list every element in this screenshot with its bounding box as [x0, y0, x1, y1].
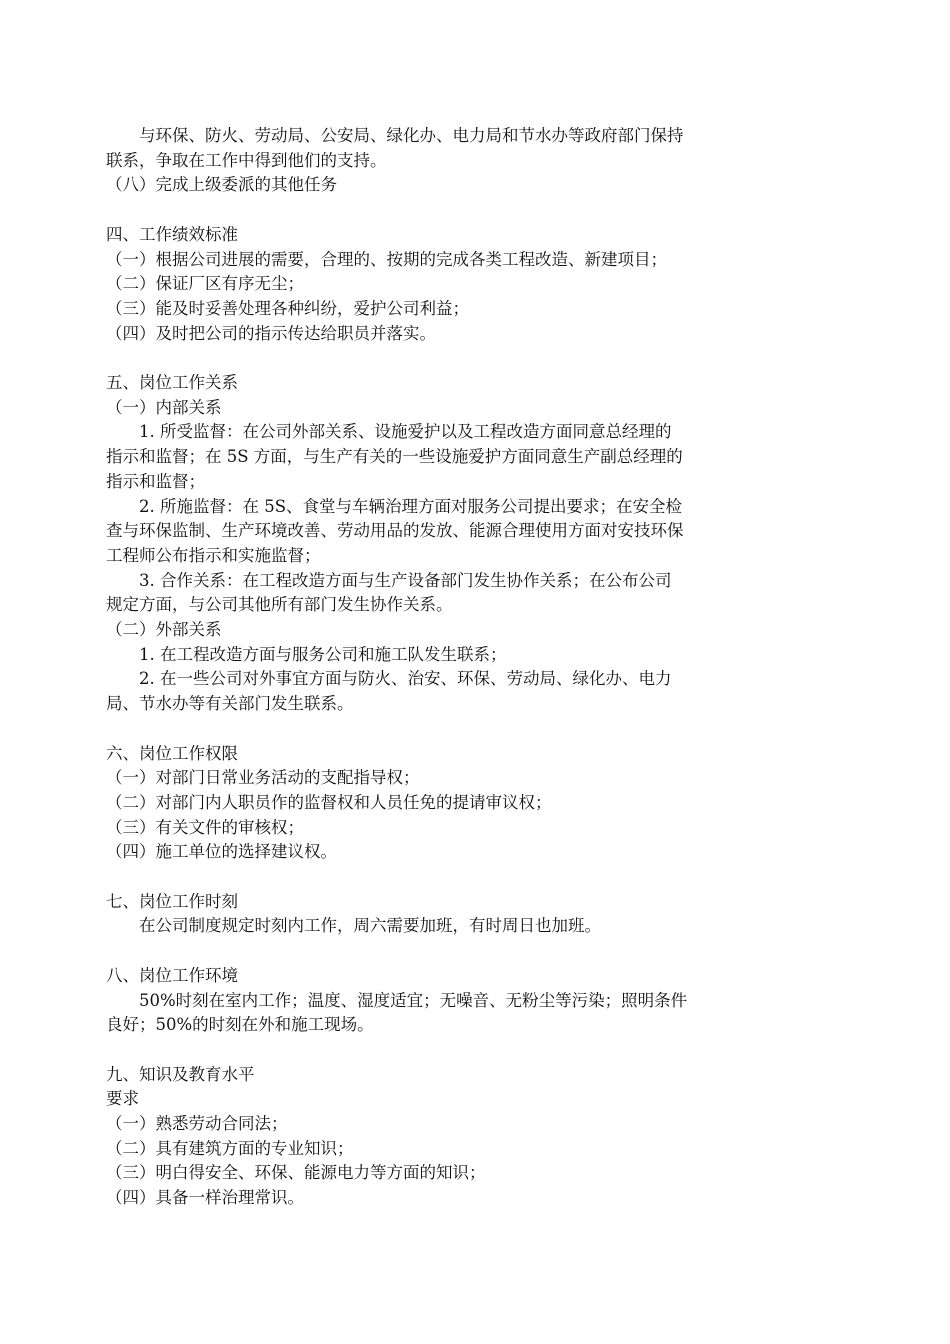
paragraph-spacer [106, 865, 781, 890]
text-line: （一）根据公司进展的需要，合理的、按期的完成各类工程改造、新建项目； [106, 249, 667, 269]
text-line: 指示和监督； [106, 471, 205, 491]
text-paragraph [106, 840, 781, 865]
text-line: 良好；50%的时刻在外和施工现场。 [106, 1015, 374, 1035]
text-line: 50%时刻在室内工作；温度、湿度适宜；无噪音、无粉尘等污染；照明条件 [139, 990, 688, 1010]
text-paragraph [106, 989, 781, 1038]
text-line: （四）及时把公司的指示传达给职员并落实。 [106, 323, 436, 343]
text-line: 在公司制度规定时刻内工作，周六需要加班，有时周日也加班。 [139, 916, 601, 936]
text-line: （二）对部门内人职员作的监督权和人员任免的提请审议权； [106, 792, 552, 812]
text-paragraph [106, 1137, 781, 1162]
text-line: 3. 合作关系：在工程改造方面与生产设备部门发生协作关系；在公布公司 [139, 570, 672, 590]
text-line: （一）内部关系 [106, 397, 222, 417]
text-line: 规定方面，与公司其他所有部门发生协作关系。 [106, 595, 453, 615]
text-line: 2. 在一些公司对外事宜方面与防火、治安、环保、劳动局、绿化办、电力 [139, 669, 672, 689]
text-line: 七、岗位工作时刻 [106, 891, 238, 911]
text-paragraph [106, 742, 781, 767]
text-paragraph [106, 667, 781, 716]
text-line: 局、节水办等有关部门发生联系。 [106, 694, 354, 714]
text-paragraph [106, 1186, 781, 1211]
text-line: 指示和监督；在 5S 方面，与生产有关的一些设施爱护方面同意生产副总经理的 [106, 447, 683, 467]
text-paragraph [106, 816, 781, 841]
text-paragraph [106, 1161, 781, 1186]
text-line: （三）明白得安全、环保、能源电力等方面的知识； [106, 1163, 486, 1183]
text-paragraph [106, 569, 781, 618]
text-line: 九、知识及教育水平 [106, 1064, 255, 1084]
text-paragraph [106, 124, 781, 173]
text-line: 与环保、防火、劳动局、公安局、绿化办、电力局和节水办等政府部门保持 [139, 126, 684, 145]
text-line: （四）施工单位的选择建议权。 [106, 842, 337, 862]
text-line: （三）有关文件的审核权； [106, 817, 304, 837]
text-paragraph [106, 272, 781, 297]
text-paragraph [106, 248, 781, 273]
text-paragraph [106, 766, 781, 791]
text-paragraph [106, 223, 781, 248]
text-paragraph [106, 1063, 781, 1088]
text-line: （二）具有建筑方面的专业知识； [106, 1138, 354, 1158]
text-paragraph [106, 791, 781, 816]
paragraph-spacer [106, 346, 781, 371]
text-line: 六、岗位工作权限 [106, 743, 238, 763]
text-line: （三）能及时妥善处理各种纠纷，爱护公司利益； [106, 298, 469, 318]
text-paragraph [106, 1087, 781, 1112]
paragraph-spacer [106, 1038, 781, 1063]
text-paragraph [106, 890, 781, 915]
text-paragraph [106, 297, 781, 322]
text-line: （八）完成上级委派的其他任务 [106, 175, 337, 195]
paragraph-spacer [106, 717, 781, 742]
text-line: 1. 所受监督：在公司外部关系、设施爱护以及工程改造方面同意总经理的 [139, 422, 672, 442]
text-paragraph [106, 914, 781, 939]
text-line: 五、岗位工作关系 [106, 373, 238, 392]
text-paragraph [106, 371, 781, 396]
text-line: （一）对部门日常业务活动的支配指导权； [106, 768, 420, 788]
text-paragraph [106, 322, 781, 347]
text-line: （一）熟悉劳动合同法； [106, 1114, 288, 1134]
text-paragraph [106, 420, 781, 494]
text-line: （二）保证厂区有序无尘； [106, 274, 304, 294]
text-paragraph [106, 173, 781, 198]
text-paragraph [106, 964, 781, 989]
text-line: （二）外部关系 [106, 620, 222, 640]
paragraph-spacer [106, 939, 781, 964]
text-line: 八、岗位工作环境 [106, 965, 238, 985]
text-line: 要求 [106, 1089, 139, 1109]
document-page [106, 124, 781, 1211]
text-line: 查与环保监制、生产环境改善、劳动用品的发放、能源合理使用方面对安技环保 [106, 521, 684, 541]
text-line: （四）具备一样治理常识。 [106, 1188, 304, 1208]
paragraph-spacer [106, 198, 781, 223]
text-paragraph [106, 495, 781, 569]
text-paragraph [106, 396, 781, 421]
text-paragraph [106, 1112, 781, 1137]
text-line: 工程师公布指示和实施监督； [106, 545, 321, 565]
text-line: 1. 在工程改造方面与服务公司和施工队发生联系； [139, 644, 507, 664]
text-line: 四、工作绩效标准 [106, 224, 238, 244]
text-line: 2. 所施监督：在 5S、食堂与车辆治理方面对服务公司提出要求；在安全检 [139, 496, 683, 516]
text-line: 联系，争取在工作中得到他们的支持。 [106, 150, 387, 170]
text-paragraph [106, 643, 781, 668]
text-paragraph [106, 618, 781, 643]
